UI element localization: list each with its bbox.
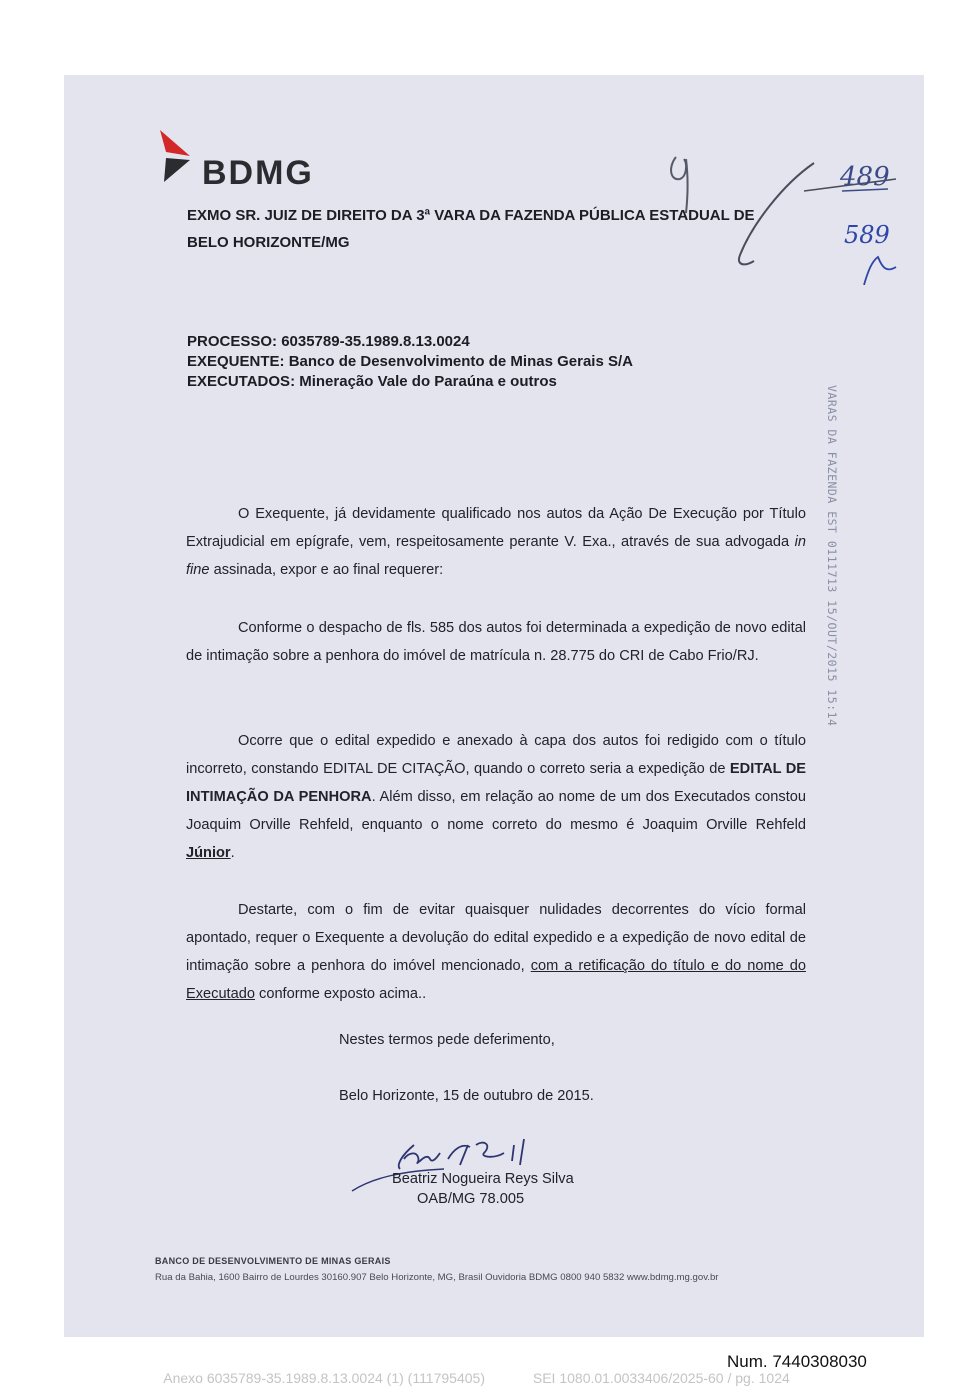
- debtors-label: EXECUTADOS:: [187, 373, 296, 390]
- place-date: Belo Horizonte, 15 de outubro de 2015.: [339, 1088, 594, 1104]
- court-receipt-stamp: VARAS DA FAZENDA EST 0111713 15/OUT/2015 15:14: [825, 385, 839, 727]
- scanned-page: [64, 75, 924, 1337]
- debtors-row: [187, 372, 827, 392]
- paragraph-request: [186, 896, 806, 1008]
- process-label: PROCESSO:: [187, 333, 278, 350]
- folio-489: 489: [840, 162, 890, 192]
- process-number: 6035789-35.1989.8.13.0024: [281, 333, 470, 350]
- paragraph-intro-end: assinada, expor e ao final requerer:: [213, 562, 444, 578]
- creditor-label: EXEQUENTE:: [187, 353, 285, 370]
- addressee-line-1: EXMO SR. JUIZ DE DIREITO DA 3ª VARA DA FAZENDA PÚBLICA ESTADUAL DE: [187, 207, 755, 224]
- annex-reference: Anexo 6035789-35.1989.8.13.0024 (1) (111795405): [163, 1370, 485, 1386]
- paragraph-order-text: Conforme o despacho de fls. 585 dos autos foi determinada a expedição de novo edital de intimação sobre a penhora do imóvel de matrícula n. 28.775 do CRI de Cabo Frio/RJ.: [186, 620, 806, 664]
- paragraph-intro-text: O Exequente, já devidamente qualificado nos autos da Ação De Execução por Título Extrajudicial em epígrafe, vem, respeitosamente perante V. Exa., através de sua advogada: [186, 506, 806, 550]
- paragraph-issue-cont: . Além disso, em relação ao nome de um dos Executados constou Joaquim Orville Rehfeld, enquanto o nome correto do mesmo é Joaquim Orville Rehfeld: [186, 789, 807, 833]
- closing-request: Nestes termos pede deferimento,: [339, 1032, 555, 1048]
- addressee-line-2: BELO HORIZONTE/MG: [187, 234, 350, 251]
- footer-address: Rua da Bahia, 1600 Bairro de Lourdes 30160.907 Belo Horizonte, MG, Brasil Ouvidoria BDMG 0800 940 5832 www.bdmg.mg.gov.br: [155, 1272, 719, 1283]
- brand-name: BDMG: [202, 154, 314, 192]
- addressee-block: [187, 202, 827, 256]
- paragraph-issue-end: .: [230, 845, 235, 861]
- paragraph-issue-text: Ocorre que o edital expedido e anexado à capa dos autos foi redigido com o título incorreto, constando EDITAL DE CITAÇÃO, quando o correto seria a expedição de: [186, 733, 806, 777]
- signatory-oab: OAB/MG 78.005: [417, 1191, 525, 1207]
- process-row: [187, 332, 827, 352]
- debtors-name: Mineração Vale do Paraúna e outros: [299, 373, 557, 390]
- paragraph-issue: [186, 727, 806, 867]
- signatory-name: Beatriz Nogueira Reys Silva: [392, 1171, 574, 1187]
- sei-footer: [0, 1370, 953, 1386]
- folio-589: 589: [844, 221, 890, 249]
- paragraph-intro: [186, 500, 806, 584]
- creditor-name: Banco de Desenvolvimento de Minas Gerais S/A: [288, 353, 633, 370]
- sei-reference: SEI 1080.01.0033406/2025-60 / pg. 1024: [532, 1370, 790, 1386]
- retification-text: com a retificação do título e do nome do Executado: [186, 958, 806, 1002]
- edital-title: EDITAL DE INTIMAÇÃO DA PENHORA: [186, 761, 806, 805]
- in-fine-text: in fine: [186, 534, 806, 578]
- bdmg-chevron-icon: [160, 130, 200, 190]
- junior-text: Júnior: [186, 845, 231, 861]
- paragraph-request-text: Destarte, com o fim de evitar quaisquer nulidades decorrentes do vício formal apontado, requer o Exequente a devolução do edital expedido e a expedição de novo edital de intimação sobre a penhora do imóvel mencionado,: [186, 902, 806, 974]
- paragraph-request-end: conforme exposto acima..: [259, 986, 427, 1002]
- paragraph-order: [186, 614, 806, 670]
- footer-organization: BANCO DE DESENVOLVIMENTO DE MINAS GERAIS: [155, 1256, 391, 1266]
- case-header: [187, 332, 827, 392]
- handwritten-folio-marks: [664, 115, 924, 285]
- document-number: Num. 7440308030: [727, 1352, 867, 1371]
- creditor-row: [187, 352, 827, 372]
